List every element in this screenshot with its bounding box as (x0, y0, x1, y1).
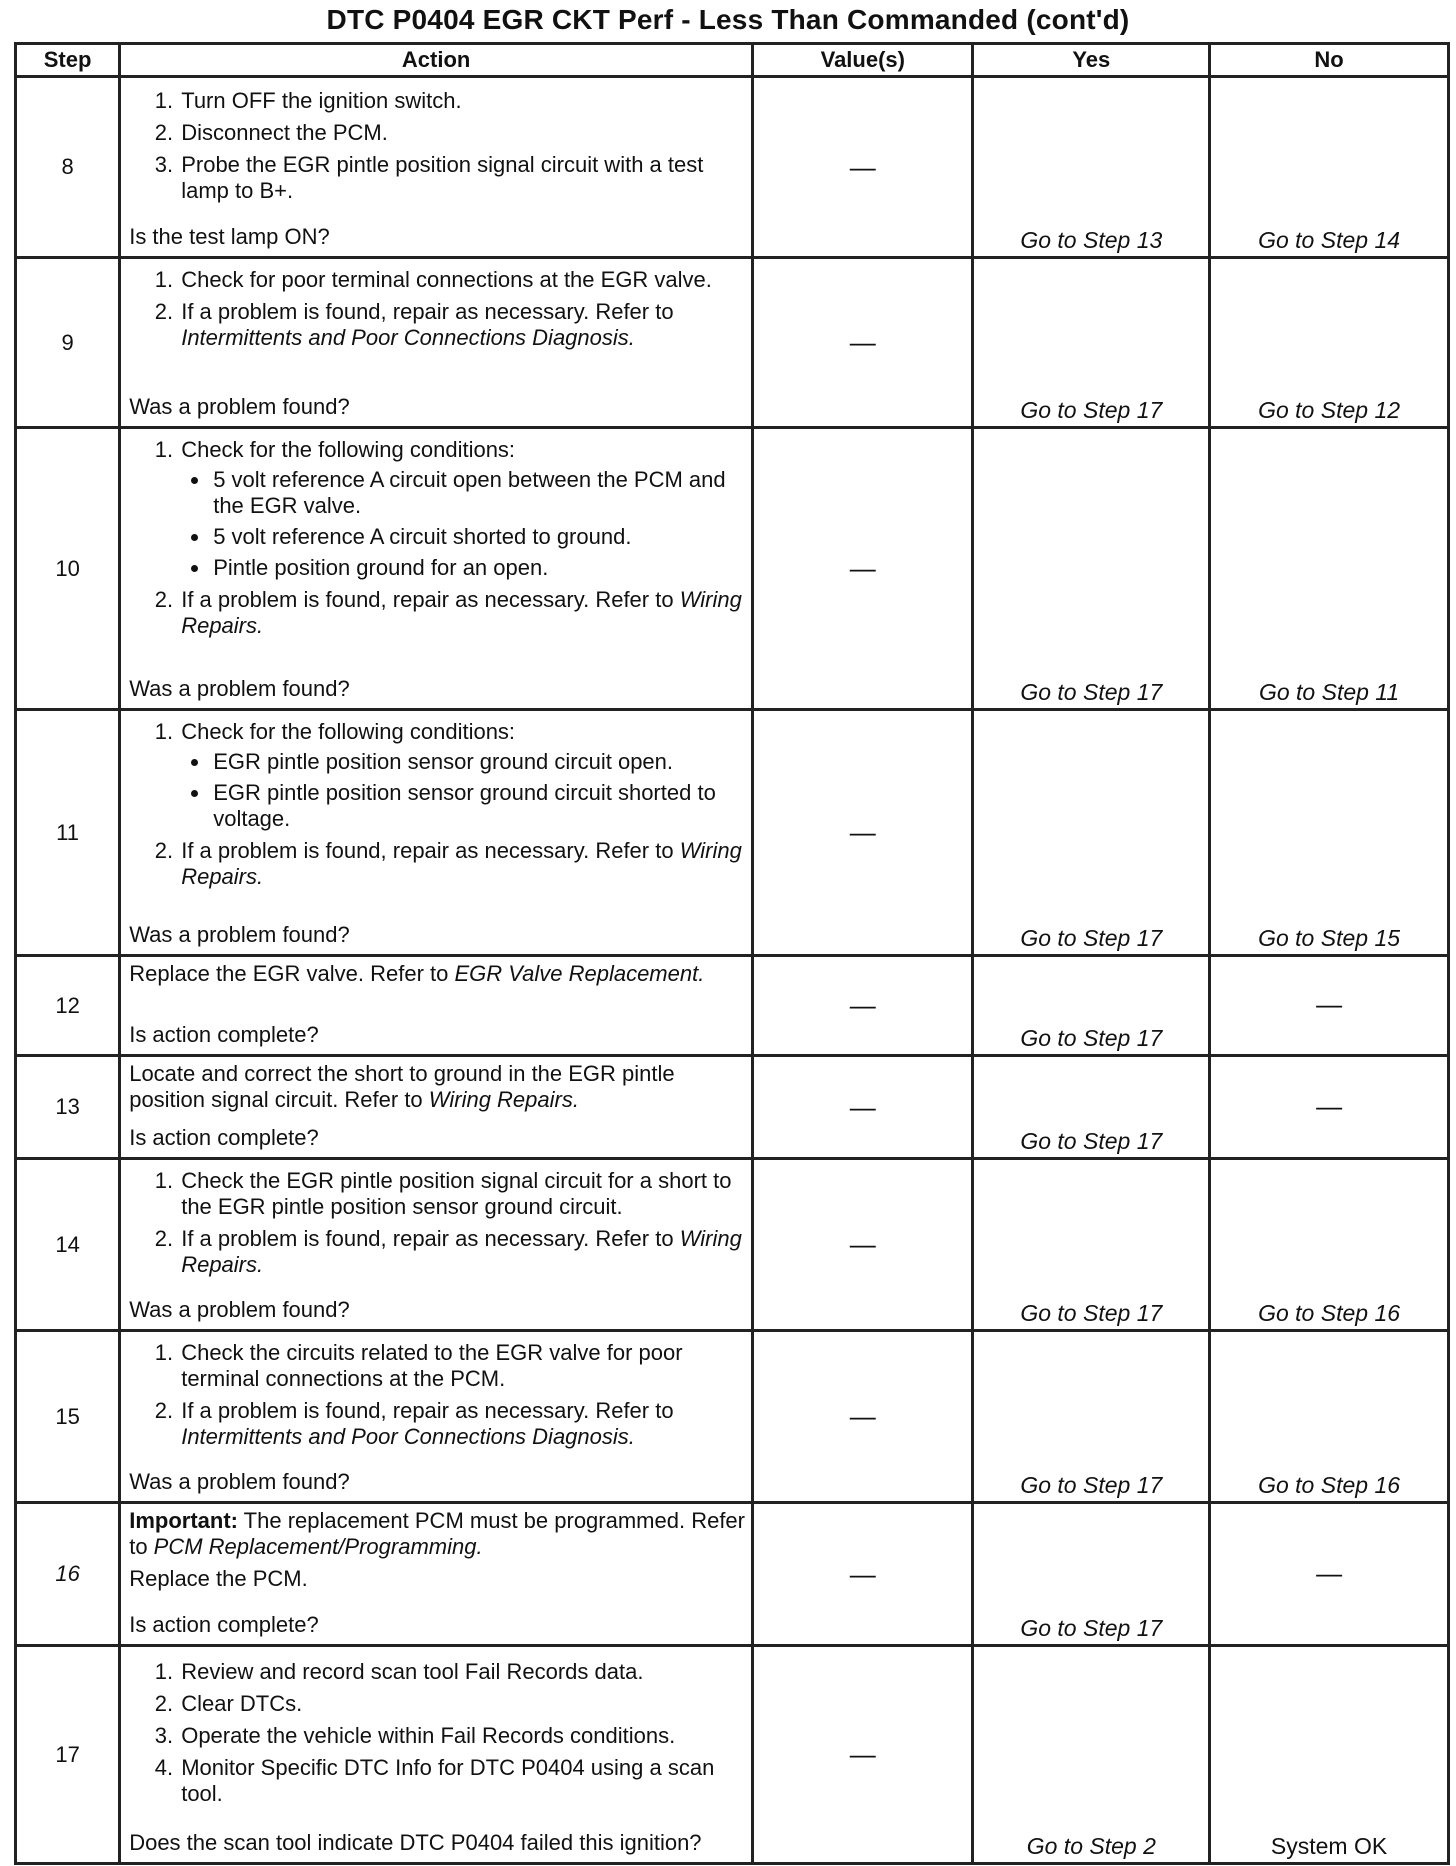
action-question: Was a problem found? (129, 922, 350, 947)
step-number: 17 (16, 1646, 120, 1864)
action-question: Was a problem found? (129, 1469, 350, 1494)
action-text: Replace the EGR valve. Refer to (129, 961, 455, 986)
action-text: Check for the following conditions: (181, 437, 516, 462)
action-paragraph (129, 961, 745, 987)
header-values: Value(s) (753, 44, 973, 77)
action-item (179, 587, 745, 639)
step-number: 14 (16, 1159, 120, 1331)
step-number: 13 (16, 1056, 120, 1159)
yes-result: Go to Step 17 (973, 710, 1210, 956)
header-action: Action (120, 44, 753, 77)
condition-bullet: • Pintle position ground for an open. (211, 555, 745, 581)
reference-link: Intermittents and Poor Connections Diagnosis. (181, 1424, 635, 1449)
action-item: 3. Operate the vehicle within Fail Records conditions. (179, 1723, 745, 1749)
table-row (16, 1331, 1449, 1503)
action-cell (120, 77, 753, 258)
value-cell: — (753, 1056, 973, 1159)
reference-link: Wiring Repairs. (428, 1087, 579, 1112)
action-cell (120, 956, 753, 1056)
important-note (129, 1508, 745, 1560)
action-item: 1. Turn OFF the ignition switch. (179, 88, 745, 114)
no-result: — (1210, 1056, 1449, 1159)
action-item (179, 299, 745, 351)
page-title: DTC P0404 EGR CKT Perf - Less Than Commanded (cont'd) (326, 4, 1130, 35)
action-item: 4. Monitor Specific DTC Info for DTC P0404 using a scan tool. (179, 1755, 745, 1807)
action-text: Check for the following conditions: (181, 719, 516, 744)
action-question: Was a problem found? (129, 394, 350, 419)
yes-result: Go to Step 17 (973, 956, 1210, 1056)
value-cell: — (753, 710, 973, 956)
table-row (16, 956, 1449, 1056)
value-cell: — (753, 77, 973, 258)
action-cell (120, 258, 753, 428)
no-result: Go to Step 15 (1210, 710, 1449, 956)
important-label: Important: (129, 1508, 238, 1533)
action-item: 1. Check the circuits related to the EGR valve for poor terminal connections at the PCM. (179, 1340, 745, 1392)
table-row (16, 77, 1449, 258)
yes-result: Go to Step 17 (973, 1331, 1210, 1503)
action-paragraph (129, 1061, 745, 1113)
value-cell: — (753, 956, 973, 1056)
action-item: 2. Clear DTCs. (179, 1691, 745, 1717)
action-question: Is action complete? (129, 1125, 319, 1150)
table-row (16, 1159, 1449, 1331)
no-result: System OK (1210, 1646, 1449, 1864)
action-question: Is action complete? (129, 1612, 319, 1637)
action-item: 3. Probe the EGR pintle position signal circuit with a test lamp to B+. (179, 152, 745, 204)
action-question: Does the scan tool indicate DTC P0404 failed this ignition? (129, 1830, 702, 1855)
reference-link: Intermittents and Poor Connections Diagnosis. (181, 325, 635, 350)
condition-bullet: • EGR pintle position sensor ground circuit shorted to voltage. (211, 780, 745, 832)
action-cell (120, 710, 753, 956)
action-cell (120, 1646, 753, 1864)
action-item (179, 719, 745, 832)
action-text: If a problem is found, repair as necessary. Refer to (181, 1226, 680, 1251)
action-cell (120, 1331, 753, 1503)
no-result: Go to Step 12 (1210, 258, 1449, 428)
step-number: 10 (16, 428, 120, 710)
step-number: 15 (16, 1331, 120, 1503)
condition-bullet: • EGR pintle position sensor ground circuit open. (211, 749, 745, 775)
yes-result: Go to Step 13 (973, 77, 1210, 258)
action-item: 1. Check the EGR pintle position signal circuit for a short to the EGR pintle position sensor ground circuit. (179, 1168, 745, 1220)
no-result: Go to Step 14 (1210, 77, 1449, 258)
diagnostic-table (14, 42, 1450, 1865)
action-item (179, 1226, 745, 1278)
reference-link: Wiring Repairs. (181, 587, 742, 638)
header-step: Step (16, 44, 120, 77)
action-paragraph: Replace the PCM. (129, 1566, 308, 1591)
action-text: Locate and correct the short to ground in the EGR pintle position signal circuit. Refer to (129, 1061, 675, 1112)
action-text: If a problem is found, repair as necessary. Refer to (181, 1398, 674, 1423)
yes-result: Go to Step 17 (973, 1159, 1210, 1331)
value-cell: — (753, 428, 973, 710)
value-cell: — (753, 1159, 973, 1331)
reference-link: Wiring Repairs. (181, 838, 742, 889)
value-cell: — (753, 1646, 973, 1864)
value-cell: — (753, 1331, 973, 1503)
yes-result: Go to Step 17 (973, 258, 1210, 428)
step-number: 12 (16, 956, 120, 1056)
action-item: 1. Review and record scan tool Fail Records data. (179, 1659, 745, 1685)
yes-result: Go to Step 2 (973, 1646, 1210, 1864)
value-cell: — (753, 1503, 973, 1646)
yes-result: Go to Step 17 (973, 428, 1210, 710)
table-row (16, 258, 1449, 428)
table-row (16, 1646, 1449, 1864)
action-question: Is action complete? (129, 1022, 319, 1047)
action-question: Is the test lamp ON? (129, 224, 330, 249)
value-cell: — (753, 258, 973, 428)
action-text: If a problem is found, repair as necessary. Refer to (181, 299, 674, 324)
no-result: Go to Step 16 (1210, 1331, 1449, 1503)
table-row (16, 1503, 1449, 1646)
step-number: 16 (16, 1503, 120, 1646)
action-item (179, 838, 745, 890)
action-text: If a problem is found, repair as necessary. Refer to (181, 587, 680, 612)
action-cell (120, 1503, 753, 1646)
no-result: Go to Step 16 (1210, 1159, 1449, 1331)
table-row (16, 710, 1449, 956)
reference-link: PCM Replacement/Programming. (153, 1534, 483, 1559)
condition-bullet: • 5 volt reference A circuit open between the PCM and the EGR valve. (211, 467, 745, 519)
yes-result: Go to Step 17 (973, 1503, 1210, 1646)
header-no: No (1210, 44, 1449, 77)
step-number: 11 (16, 710, 120, 956)
header-yes: Yes (973, 44, 1210, 77)
step-number: 9 (16, 258, 120, 428)
action-cell (120, 428, 753, 710)
header-row (16, 44, 1449, 77)
no-result: Go to Step 11 (1210, 428, 1449, 710)
yes-result: Go to Step 17 (973, 1056, 1210, 1159)
table-row (16, 1056, 1449, 1159)
action-text: If a problem is found, repair as necessary. Refer to (181, 838, 680, 863)
reference-link: EGR Valve Replacement. (454, 961, 705, 986)
action-cell (120, 1159, 753, 1331)
action-item (179, 1398, 745, 1450)
important-text: The replacement PCM must be programmed. Refer to (129, 1508, 745, 1559)
table-row (16, 428, 1449, 710)
condition-bullet: • 5 volt reference A circuit shorted to ground. (211, 524, 745, 550)
no-result: — (1210, 1503, 1449, 1646)
reference-link: Wiring Repairs. (181, 1226, 742, 1277)
action-question: Was a problem found? (129, 676, 350, 701)
action-cell (120, 1056, 753, 1159)
step-number: 8 (16, 77, 120, 258)
action-item (179, 437, 745, 581)
no-result: — (1210, 956, 1449, 1056)
action-item: 2. Disconnect the PCM. (179, 120, 745, 146)
action-question: Was a problem found? (129, 1297, 350, 1322)
action-item: 1. Check for poor terminal connections at the EGR valve. (179, 267, 745, 293)
